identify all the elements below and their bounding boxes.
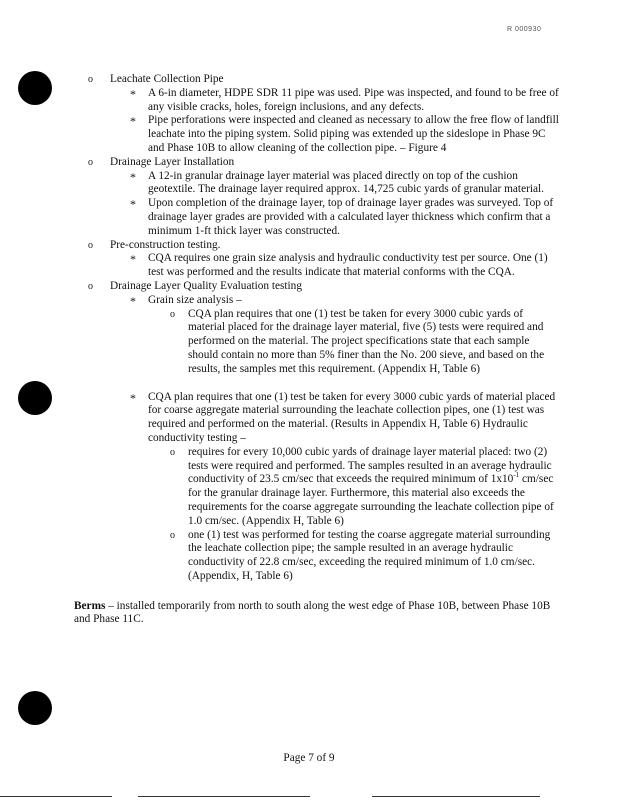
list-item — [74, 252, 562, 280]
berms-paragraph — [74, 600, 562, 628]
list-item — [74, 197, 562, 238]
list-item — [74, 114, 562, 155]
asterisk-bullet-icon: * — [130, 86, 136, 101]
list-item — [74, 170, 562, 198]
punch-hole — [18, 381, 52, 415]
circle-bullet-icon: o — [88, 239, 93, 251]
list-item-text: Grain size analysis – — [148, 293, 242, 306]
punch-hole — [18, 691, 52, 725]
circle-bullet-icon: o — [88, 74, 93, 85]
list-item — [74, 87, 562, 115]
sub-list-item-text: one (1) test was performed for testing the coarse aggregate material surrounding the leachate collection pipe; the sample resulted in an average hydraulic conductivity of 22.8 cm/sec, exceeding the required minimum of 1.0 cm/sec. (Appendix, H, Table 6) — [188, 528, 551, 582]
asterisk-bullet-icon: * — [130, 252, 136, 267]
sub-list-item-text: requires for every 10,000 cubic yards of drainage layer material placed: two (2) tests were required and performed. The samples resulted in an average hydraulic conductivity of 23.5 cm/sec that exceeds the required minimum of $1x10^{-1}$ cm/sec for the granular drainage layer. Furthermore, this material also exceeds the requirements for the coarse aggregate surrounding the leachate collection pipe of 1.0 cm/sec. (Appendix H, Table 6) — [188, 445, 554, 527]
circle-bullet-icon: o — [88, 156, 93, 168]
footer-rule — [138, 796, 310, 797]
asterisk-bullet-icon: * — [130, 390, 136, 405]
section-drainage-layer-installation — [74, 156, 562, 170]
section-title: Leachate Collection Pipe — [110, 73, 224, 85]
circle-bullet-icon: o — [170, 446, 175, 458]
list-item-text: CQA requires one grain size analysis and hydraulic conductivity test per source. One (1) test was performed and the results indicate that material conforms with the CQA. — [148, 252, 548, 279]
circle-bullet-icon: o — [88, 280, 93, 292]
list-item-text: A 6-in diameter, HDPE SDR 11 pipe was used. Pipe was inspected, and found to be free of any visible cracks, holes, foreign inclusions, and any defects. — [148, 86, 559, 113]
section-drainage-layer-quality-testing — [74, 280, 562, 294]
list-item-text: Upon completion of the drainage layer, top of drainage layer grades was surveyed. Top of drainage layer grades are provided with a calculated layer thickness which confirm that a minimum 1-ft thick layer was constructed. — [148, 197, 554, 237]
asterisk-bullet-icon: * — [130, 169, 136, 184]
sub-list-item — [74, 446, 562, 529]
sub-list-item — [74, 529, 562, 584]
list-item — [74, 391, 562, 446]
sub-list-item — [74, 308, 562, 377]
berms-text: – installed temporarily from north to south along the west edge of Phase 10B, between Phase 10B and Phase 11C. — [74, 599, 551, 626]
asterisk-bullet-icon: * — [130, 197, 136, 212]
page-number: Page 7 of 9 — [283, 752, 335, 764]
section-title: Pre-construction testing. — [110, 238, 221, 251]
section-title: Drainage Layer Installation — [110, 155, 235, 168]
circle-bullet-icon: o — [170, 308, 175, 320]
punch-hole — [18, 71, 52, 105]
circle-bullet-icon: o — [170, 529, 175, 541]
section-pre-construction-testing — [74, 239, 562, 253]
asterisk-bullet-icon: * — [130, 114, 136, 129]
list-item-text: Pipe perforations were inspected and cleaned as necessary to allow the free flow of landfill leachate into the piping system. Solid piping was extended up the sideslope in Phase 9C and Phase 10B to allow cleaning of the collection pipe. – Figure 4 — [148, 114, 559, 154]
footer-rule — [0, 796, 112, 797]
bates-stamp: R 000930 — [507, 26, 542, 33]
sub-list-item-text: CQA plan requires that one (1) test be taken for every 3000 cubic yards of material placed for the drainage layer material, five (5) tests were required and performed on the material. The project specifications state that each sample should contain no more than 5% finer than the No. 200 sieve, and based on the results, the samples met this requirement. (Appendix H, Table 6) — [188, 307, 545, 375]
berms-label: Berms — [74, 599, 106, 612]
document-body — [74, 73, 562, 627]
list-item-text: A 12-in granular drainage layer material was placed directly on top of the cushion geotextile. The drainage layer required approx. 14,725 cubic yards of granular material. — [148, 169, 544, 196]
exponent: -1 — [513, 471, 520, 480]
list-item — [74, 294, 562, 308]
list-item-text: CQA plan requires that one (1) test be taken for every 3000 cubic yards of material placed for coarse aggregate material surrounding the leachate collection pipes, one (1) test was required and performed on the material. (Results in Appendix H, Table 6) Hydraulic conductivity testing – — [148, 390, 556, 444]
footer-rule — [372, 796, 540, 797]
section-title: Drainage Layer Quality Evaluation testing — [110, 279, 302, 292]
asterisk-bullet-icon: * — [130, 293, 136, 308]
section-leachate-collection-pipe — [74, 73, 562, 87]
